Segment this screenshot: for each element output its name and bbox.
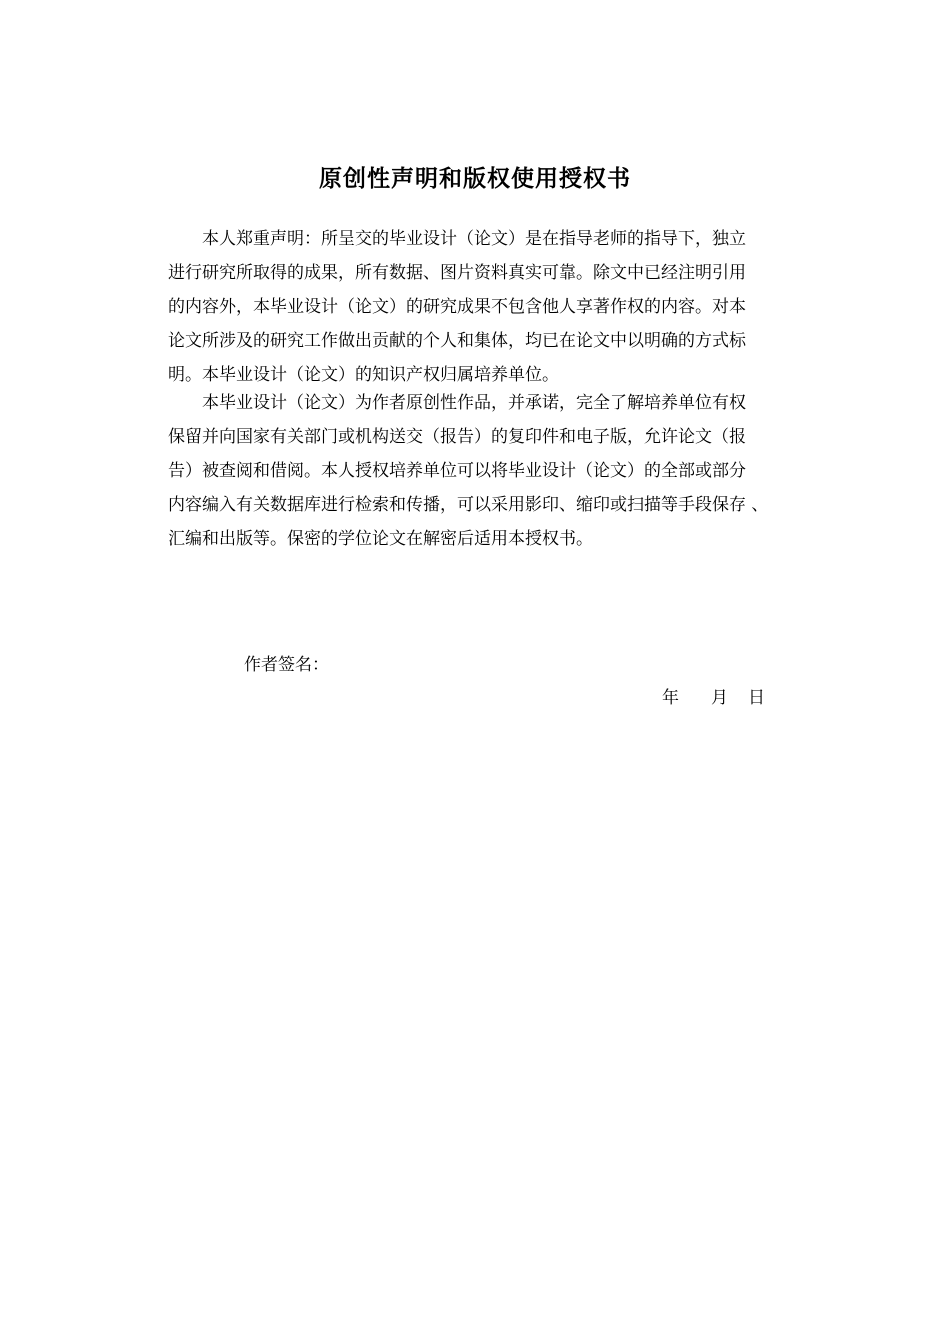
paragraph-line: 告）被查阅和借阅。本人授权培养单位可以将毕业设计（论文）的全部或部分	[168, 461, 746, 481]
paragraph-line: 本人郑重声明：所呈交的毕业设计（论文）是在指导老师的指导下，独立	[168, 229, 746, 249]
paragraph-line: 的内容外，本毕业设计（论文）的研究成果不包含他人享著作权的内容。对本	[168, 297, 746, 317]
paragraph-line: 明。本毕业设计（论文）的知识产权归属培养单位。	[168, 365, 559, 385]
paragraph-line: 内容编入有关数据库进行检索和传播，可以采用影印、缩印或扫描等手段保存 、	[168, 495, 769, 515]
date-month-label: 月	[711, 688, 728, 708]
authorization-paragraph	[168, 386, 848, 556]
document-title: 原创性声明和版权使用授权书	[319, 166, 631, 192]
author-signature-label: 作者签名：	[244, 655, 329, 675]
paragraph-line: 进行研究所取得的成果，所有数据、图片资料真实可靠。除文中已经注明引用	[168, 263, 746, 283]
paragraph-line: 论文所涉及的研究工作做出贡献的个人和集体，均已在论文中以明确的方式标	[168, 331, 746, 351]
declaration-paragraph	[168, 222, 848, 392]
date-day-label: 日	[748, 688, 765, 708]
paragraph-line: 汇编和出版等。保密的学位论文在解密后适用本授权书。	[168, 529, 593, 549]
paragraph-line: 保留并向国家有关部门或机构送交（报告）的复印件和电子版，允许论文（报	[168, 427, 746, 447]
date-line	[662, 681, 765, 715]
paragraph-line: 本毕业设计（论文）为作者原创性作品，并承诺，完全了解培养单位有权	[168, 393, 746, 413]
date-year-label: 年	[662, 688, 679, 708]
